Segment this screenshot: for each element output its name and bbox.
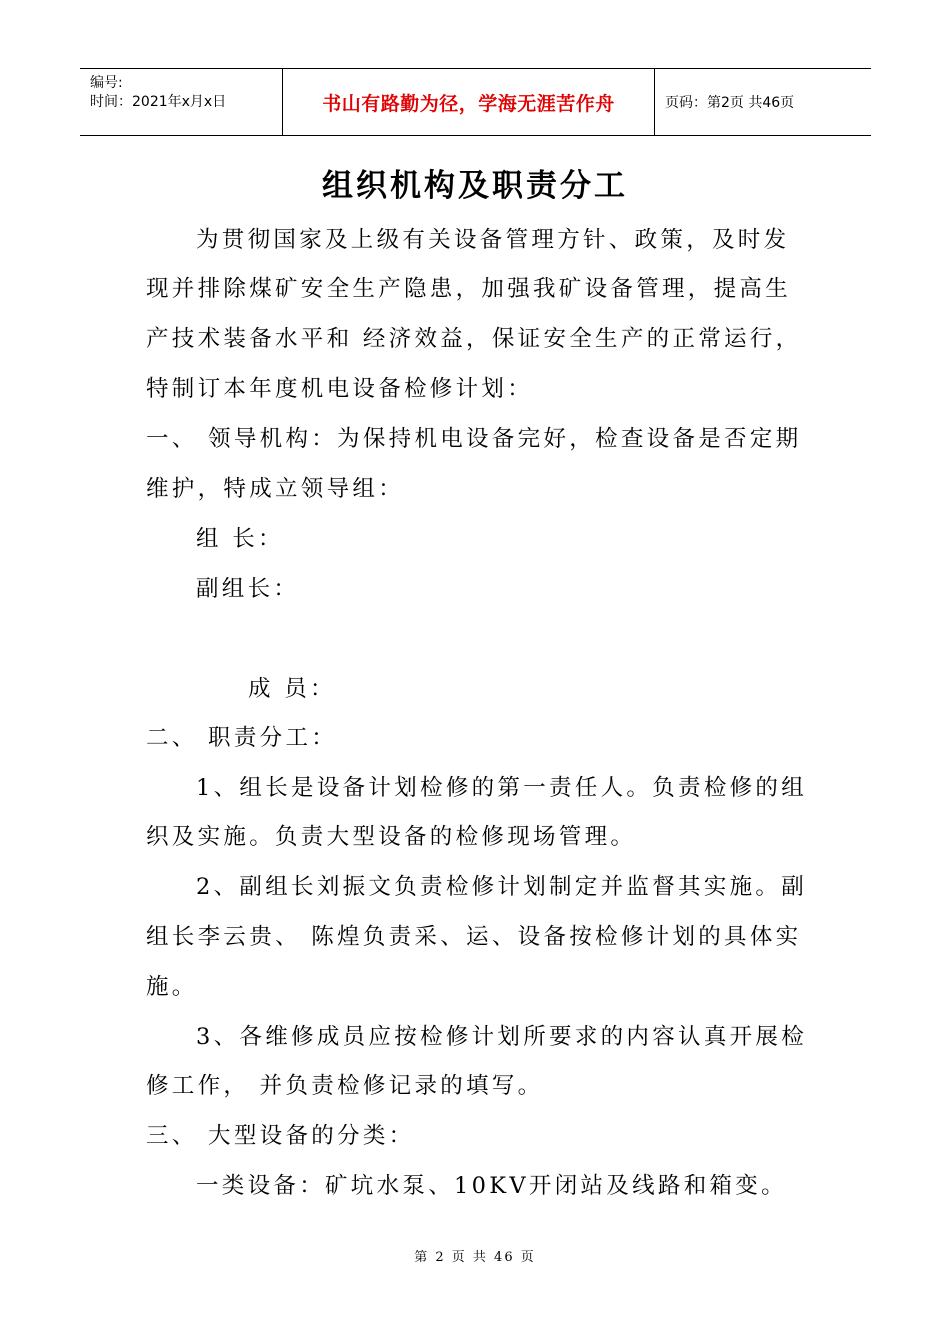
header-page-number: 页码：第2页 共46页 <box>665 95 795 111</box>
members-label: 成 员： <box>248 676 336 702</box>
paragraph-line: 组长李云贵、 陈煌负责采、运、设备按检修计划的具体实 <box>146 924 802 950</box>
header-motto-cell <box>282 69 655 135</box>
header-left-cell <box>80 69 282 135</box>
section-heading-3: 三、 大型设备的分类： <box>146 1123 415 1149</box>
paragraph-line: 维护，特成立领导组： <box>146 476 405 502</box>
paragraph-line: 修工作， 并负责检修记录的填写。 <box>146 1073 544 1099</box>
paragraph-line: 为贯彻国家及上级有关设备管理方针、政策，及时发 <box>196 227 790 253</box>
header-table <box>80 68 871 136</box>
paragraph-line: 一类设备：矿坑水泵、10KV开闭站及线路和箱变。 <box>196 1173 787 1199</box>
paragraph-line: 施。 <box>146 974 198 1000</box>
section-heading-2: 二、 职责分工： <box>146 725 338 751</box>
group-leader-label: 组 长： <box>196 526 284 552</box>
paragraph-line: 3、各维修成员应按检修计划所要求的内容认真开展检 <box>196 1024 808 1050</box>
paragraph-line: 特制订本年度机电设备检修计划： <box>146 376 534 402</box>
paragraph-line: 现并排除煤矿安全生产隐患，加强我矿设备管理，提高生 <box>146 276 792 302</box>
header-motto: 书山有路勤为径，学海无涯苦作舟 <box>322 92 615 115</box>
paragraph-line: 产技术装备水平和 经济效益，保证安全生产的正常运行， <box>146 326 802 352</box>
paragraph-line: 织及实施。负责大型设备的检修现场管理。 <box>146 824 637 850</box>
page-title: 组织机构及职责分工 <box>322 168 628 204</box>
document-time-label: 时间：2021年x月x日 <box>90 94 227 110</box>
paragraph-line: 2、副组长刘振文负责检修计划制定并监督其实施。副 <box>196 874 808 900</box>
deputy-leader-label: 副组长： <box>196 576 300 602</box>
paragraph-line: 1、组长是设备计划检修的第一责任人。负责检修的组 <box>196 775 808 801</box>
page-footer: 第 2 页 共 46 页 <box>414 1250 536 1265</box>
header-page-cell <box>655 69 871 135</box>
document-number-label: 编号: <box>90 75 123 91</box>
section-heading-1: 一、 领导机构：为保持机电设备完好，检查设备是否定期 <box>146 426 802 452</box>
